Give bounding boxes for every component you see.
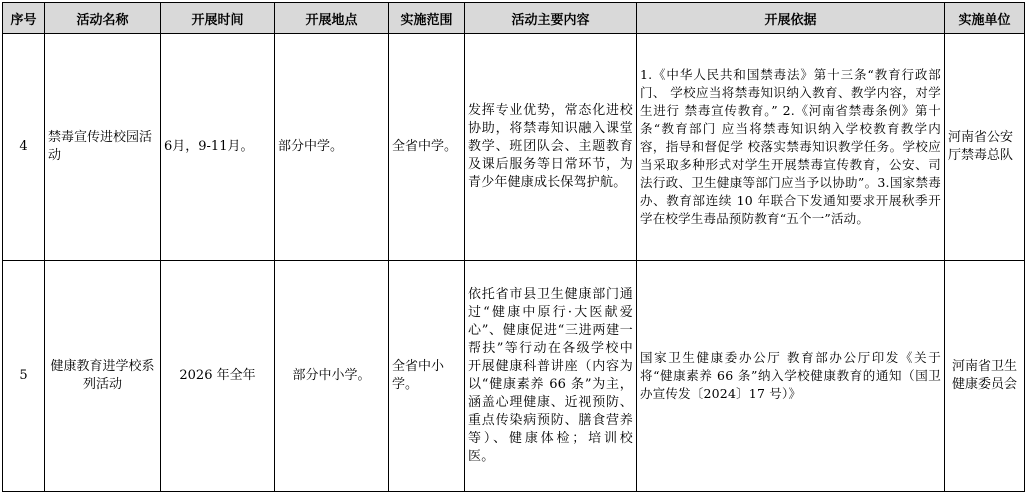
cell-content: 依托省市县卫生健康部门通过“健康中原行·大医献爱心”、健康促进“三进两建一帮扶”等行动在各级学校中开展健康科普讲座（内容为以“健康素养 66 条”为主，涵盖心理健康、近视预防、重点传染病预防、膳食营养等）、健康体检；培训校医。	[465, 261, 637, 492]
cell-seq: 4	[3, 34, 45, 261]
header-basis: 开展依据	[637, 3, 945, 34]
cell-time: 2026 年全年	[161, 261, 275, 492]
cell-basis: 1.《中华人民共和国禁毒法》第十三条“教育行政部门、 学校应当将禁毒知识纳入教育、教学内容，对学生进行 禁毒宣传教育。” 2.《河南省禁毒条例》第十条“教育部门 应当将禁毒知识纳入学校教育教学内容，指导和督促学 校落实禁毒知识教学任务。学校应当采取多种形式对学生开展禁毒宣传教育，公安、司法行政、卫生健康等部门应当予以协助”。3.国家禁毒办、教育部连续 10 年联合下发通知要求开展秋季开学在校学生毒品预防教育“五个一”活动。	[637, 34, 945, 261]
table-row	[3, 261, 1025, 492]
header-seq: 序号	[3, 3, 45, 34]
cell-place: 部分中小学。	[275, 261, 389, 492]
header-name: 活动名称	[45, 3, 161, 34]
cell-scope: 全省中小学。	[389, 261, 465, 492]
cell-content: 发挥专业优势，常态化进校协助，将禁毒知识融入课堂教学、班团队会、主题教育及课后服务等日常环节，为青少年健康成长保驾护航。	[465, 34, 637, 261]
cell-basis: 国家卫生健康委办公厅 教育部办公厅印发《关于将“健康素养 66 条”纳入学校健康教育的通知（国卫办宣传发〔2024〕17 号）》	[637, 261, 945, 492]
cell-time: 6月，9-11月。	[161, 34, 275, 261]
table-header-row	[3, 3, 1025, 34]
cell-name: 健康教育进学校系列活动	[45, 261, 161, 492]
header-place: 开展地点	[275, 3, 389, 34]
cell-unit: 河南省卫生健康委员会	[945, 261, 1025, 492]
cell-place: 部分中学。	[275, 34, 389, 261]
header-content: 活动主要内容	[465, 3, 637, 34]
cell-scope: 全省中学。	[389, 34, 465, 261]
cell-unit: 河南省公安厅禁毒总队	[945, 34, 1025, 261]
table-row	[3, 34, 1025, 261]
header-unit: 实施单位	[945, 3, 1025, 34]
cell-name: 禁毒宣传进校园活动	[45, 34, 161, 261]
activity-table	[2, 2, 1025, 492]
cell-seq: 5	[3, 261, 45, 492]
header-scope: 实施范围	[389, 3, 465, 34]
header-time: 开展时间	[161, 3, 275, 34]
